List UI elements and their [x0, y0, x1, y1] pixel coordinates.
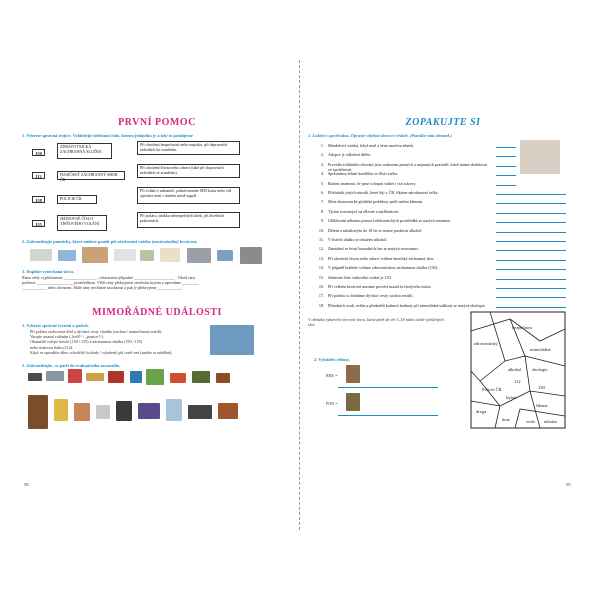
bandage-roll-image	[30, 249, 52, 261]
answer-line[interactable]	[496, 241, 566, 242]
stones-image	[240, 247, 262, 264]
row-number: 6.	[320, 190, 324, 195]
bottle-image	[130, 371, 142, 383]
row-text: Při velkém krvácení musíme provést masáž krvácejícího místa.	[328, 284, 432, 289]
task-2-heading: 2. Zakroužkujte pomůcky, které můžete použít při ošetřování vašeho (nezávažného) krvácení.	[22, 239, 198, 244]
review-row-6	[308, 190, 578, 195]
puzzle-word-9: kyber	[506, 395, 517, 400]
row-text: Týrání související na tělesné a myšlenkové.	[328, 208, 400, 214]
review-row-17	[308, 293, 578, 298]
first-aid-kit-image	[68, 369, 82, 383]
gauze-image	[114, 249, 136, 261]
phone-image	[28, 373, 42, 381]
firefighter-image	[210, 325, 254, 355]
number-155: 155	[32, 220, 45, 227]
answer-line[interactable]	[496, 288, 566, 289]
rebus-1-label: REK =	[326, 373, 338, 378]
row-number: 9.	[320, 218, 324, 224]
plaster-box-image	[82, 247, 108, 263]
service-desc-4: Při požáru, únikku nebezpečných látek, při živelních pohromách.	[137, 212, 240, 228]
row-text: Přírodních osob, zvířat a předmětů kulturní hodnoty při mimořádné události se nazývá ekologie.	[328, 302, 486, 308]
review-row-10	[308, 228, 578, 233]
fill-in-text: Ránu vždy vypláchneme ________________ , odstraníme případné ____________________ . Okolí rány potřeme __________________ prostředkem. Větší rány překryjeme sterilním krytím a upevníme ________ ____________ nebo obvazem. Malé rány nechámé zaschnout a pak je překryjeme ____________.	[22, 275, 199, 291]
rebus-1-answer-line[interactable]	[338, 387, 438, 388]
service-name-4: JEDNOTNÉ ČÍSLO TÍSŇOVÉHO VOLÁNÍ	[57, 215, 107, 231]
wardrobe-image	[28, 395, 48, 429]
answer-line[interactable]	[496, 185, 516, 186]
fill-text-3: . Okolí rány	[175, 275, 196, 280]
review-row-5	[308, 181, 578, 186]
water-bottle-image	[166, 399, 182, 421]
row-number: 14.	[318, 265, 324, 271]
puzzle-word-13: voda	[526, 419, 535, 424]
row-text: Při požáru si chráníme dýchací cesty suchou textilií.	[328, 293, 414, 299]
wedding-photo-image	[520, 140, 560, 174]
row-number: 13.	[318, 255, 324, 261]
row-number: 12.	[318, 246, 324, 252]
fill-text-4: potřeme	[22, 280, 36, 286]
services-matching	[22, 139, 292, 237]
answer-line[interactable]	[496, 307, 566, 308]
row-number: 15.	[318, 274, 324, 280]
fill-text-6: nebo obvazem. Malé rány nechámé zaschnout a pak je překryjeme	[47, 285, 157, 291]
review-row-7	[308, 199, 578, 204]
row-number: 10.	[318, 227, 324, 233]
rebus-2-answer-line[interactable]	[338, 415, 438, 416]
row-text: Jednotné číslo tísňového volání je 150.	[328, 274, 392, 280]
answer-line[interactable]	[496, 147, 516, 148]
fire-line-1: Při požáru zachovejte klid a dýchací cesty chraňte (suchou / namočenou) textilií.	[30, 329, 163, 334]
row-text: Mezi ekonomické globální problémy patří změna klimatu.	[328, 199, 424, 205]
fire-statements	[22, 329, 292, 361]
page-title-review: ZOPAKUJTE SI	[405, 117, 481, 128]
lamp-image	[54, 399, 68, 421]
row-text: Správnému řešení konfliktu se říká rvačka.	[328, 171, 399, 177]
row-number: 5.	[320, 180, 324, 186]
service-desc-3: Při volání v zahraničí, pokud nemáte SIM kartu nebo váš operátor není v daném místě signál.	[137, 187, 240, 204]
row-number: 4.	[320, 171, 324, 177]
book-spine	[299, 60, 300, 530]
row-text: Radost znamená, že jsme schopni snášet i cizí názory.	[328, 180, 417, 186]
puzzle-word-11: droga	[476, 409, 487, 414]
answer-line[interactable]	[496, 156, 516, 157]
page-title-emergencies: MIMOŘÁDNÉ UDÁLOSTI	[92, 307, 222, 318]
service-name-2: HASIČSKÝ ZÁCHRANNÝ SBOR ČR	[57, 171, 125, 180]
puzzle-word-3: zdravotnický	[474, 341, 498, 346]
radio-image	[116, 401, 132, 421]
task-1-heading: 1. Vyberte správná trojice. Vyhledejte telefonní číslo, kterou jednotku je a kdy to použijeme	[22, 133, 193, 138]
puzzle-word-12: úraz	[502, 417, 510, 422]
cup-image	[96, 405, 110, 419]
row-text: Dětem a mladistvým do 18 let se nesmí prodávat alkohol.	[328, 227, 423, 233]
laptop-image	[188, 405, 212, 419]
llama-image	[346, 365, 360, 383]
row-number: 2.	[320, 152, 324, 158]
review-task-1-heading: 1. Luštění s pochvalou. Opravte chybná slova ve větách. (Pomůže vám obrázek.)	[308, 133, 453, 138]
bandage-image	[187, 248, 211, 263]
number-150: 150	[32, 149, 45, 156]
page-number-right: 59	[566, 482, 571, 487]
answer-line[interactable]	[496, 166, 516, 167]
answer-line[interactable]	[496, 213, 566, 214]
answer-line[interactable]	[496, 250, 566, 251]
fill-text-1: Ránu vždy vypláchneme	[22, 275, 63, 280]
review-row-11	[308, 237, 578, 242]
row-text: Ubližování někomu pomocí elektronických prostředků se nazývá rasismus.	[328, 218, 452, 224]
row-number: 17.	[318, 293, 324, 299]
matches-image	[170, 373, 186, 383]
answer-line[interactable]	[496, 222, 566, 223]
row-number: 18.	[318, 302, 324, 308]
review-row-9	[308, 218, 578, 223]
row-number: 11.	[319, 237, 324, 242]
evacuation-items	[22, 369, 292, 439]
review-row-16	[308, 284, 578, 289]
flashlight-image	[46, 371, 64, 381]
bread-image	[86, 373, 104, 381]
row-number: 16.	[318, 284, 324, 289]
word-puzzle-grid	[470, 311, 566, 429]
backpack-image	[108, 371, 124, 383]
row-text: Pravidla zvláštního chování jsou souborem psaných a nepsaných pravidel, které máme dodržovat ve společnosti.	[328, 161, 488, 172]
answer-line[interactable]	[496, 203, 566, 204]
row-number: 8.	[320, 208, 324, 214]
thermometer-image	[217, 250, 233, 261]
row-text: Při ohrožení života nebo zdraví voláme hasičský záchranný sbor.	[328, 255, 435, 261]
page-number-left: 58	[24, 482, 29, 487]
shoes-image	[216, 373, 230, 383]
tablets-image	[140, 250, 154, 261]
answer-line[interactable]	[496, 279, 566, 280]
puzzle-word-10: šikana	[536, 403, 548, 408]
review-row-13	[308, 256, 578, 261]
documents-image	[138, 403, 160, 419]
review-row-18	[308, 303, 578, 308]
row-text: V listech tabáku je obsažen alkohol.	[328, 237, 388, 242]
fire-line-5: Když se opouštíte dům, schodiště (schody / výtahem) při cestě ven (snažte se neběhat).	[30, 349, 173, 355]
rebus-heading: 2. Vyluštěte rébusy.	[314, 357, 351, 362]
review-row-8	[308, 209, 578, 214]
puzzle-word-4: ekologie	[532, 367, 548, 372]
puzzle-word-14: nikotin	[544, 419, 557, 424]
row-text: Manželství vzniká, když muž a žena uzavřou sňatek.	[328, 143, 415, 148]
number-112: 112	[32, 172, 45, 179]
row-number: 3.	[320, 161, 324, 167]
fire-line-2: Varujte ostatní voláním („hoří!“ / „pomoc!“).	[30, 334, 104, 340]
row-text: Zámulení se řecní hazardních her se nazývá terorismus.	[328, 246, 419, 252]
row-number: 1.	[320, 143, 324, 148]
teddy-bear-image	[74, 403, 90, 421]
first-aid-items	[22, 245, 292, 267]
review-row-14	[308, 265, 578, 270]
task-4-heading: 1. Vyberte správné tvrzení o pažích.	[22, 323, 89, 328]
row-text: V případě krádeže voláme zdravotnickou záchrannou službu (150).	[328, 265, 438, 271]
animal-image	[346, 393, 360, 411]
row-text: Adopce je odložení dítěte.	[328, 152, 371, 158]
rebus-2-label: POD =	[326, 401, 338, 406]
task-3-heading: 3. Doplňte vynechaná slova.	[22, 269, 75, 274]
puzzle-instructions: V obrázku vybarvěte červeně slova, která patří do vět 1–18 místo tučně vytištěných slov.	[308, 317, 444, 328]
puzzle-word-7: 112	[514, 379, 521, 384]
puzzle-word-2: mimořádná	[530, 347, 551, 352]
review-row-12	[308, 246, 578, 251]
right-page	[308, 95, 578, 495]
row-number: 7.	[320, 199, 324, 205]
answer-line[interactable]	[496, 269, 566, 270]
answer-line[interactable]	[496, 232, 566, 233]
boots-image	[218, 403, 238, 419]
puzzle-word-8: 150	[538, 385, 545, 390]
sleeping-bag-image	[146, 369, 164, 385]
jacket-image	[192, 371, 210, 383]
puzzle-section	[308, 311, 578, 431]
answer-line[interactable]	[496, 260, 566, 261]
fire-line-3: Okamžitě volejte hasiče (150 / 155) a záchrannou službu (150 / 155)	[30, 339, 143, 345]
puzzle-word-1: bezpečnost	[512, 325, 532, 330]
left-page	[22, 95, 292, 495]
answer-line[interactable]	[496, 175, 516, 176]
review-row-15	[308, 275, 578, 280]
task-5-heading: 2. Zakroužkujte, co patří do evakuačního zavazadla.	[22, 363, 121, 368]
puzzle-word-5: alkohol	[508, 367, 522, 372]
fire-line-4: nebo tísňovou linku (112).	[30, 344, 74, 350]
answer-line[interactable]	[496, 297, 566, 298]
page-title-first-aid: PRVNÍ POMOC	[118, 117, 196, 128]
service-desc-1: Při ohrožení bezpečnosti nebo majetku, při depravních nehodách ke zraněním.	[137, 141, 240, 155]
cotton-image	[160, 248, 180, 262]
puzzle-word-6: Policie ČR	[482, 387, 502, 392]
service-desc-2: Při ohrožení života nebo zdraví (také při dopravních nehodách se zraněním).	[137, 164, 240, 178]
service-name-1: ZDRAVOTNICKÁ ZÁCHRANNÁ SLUŽBA	[57, 143, 112, 159]
scissors-image	[58, 250, 76, 261]
row-text: Příslušník jiných národů, které žijí v ČR, říkáme národnostní celky.	[328, 190, 439, 195]
answer-line[interactable]	[496, 194, 566, 195]
fill-text-2: , odstraníme případné	[97, 275, 133, 280]
service-name-3: POLICIE ČR	[57, 195, 97, 204]
fill-text-5: prostředkem. Větší rány překryjeme sterilním krytím a upevníme	[74, 280, 181, 286]
number-158: 158	[32, 196, 45, 203]
